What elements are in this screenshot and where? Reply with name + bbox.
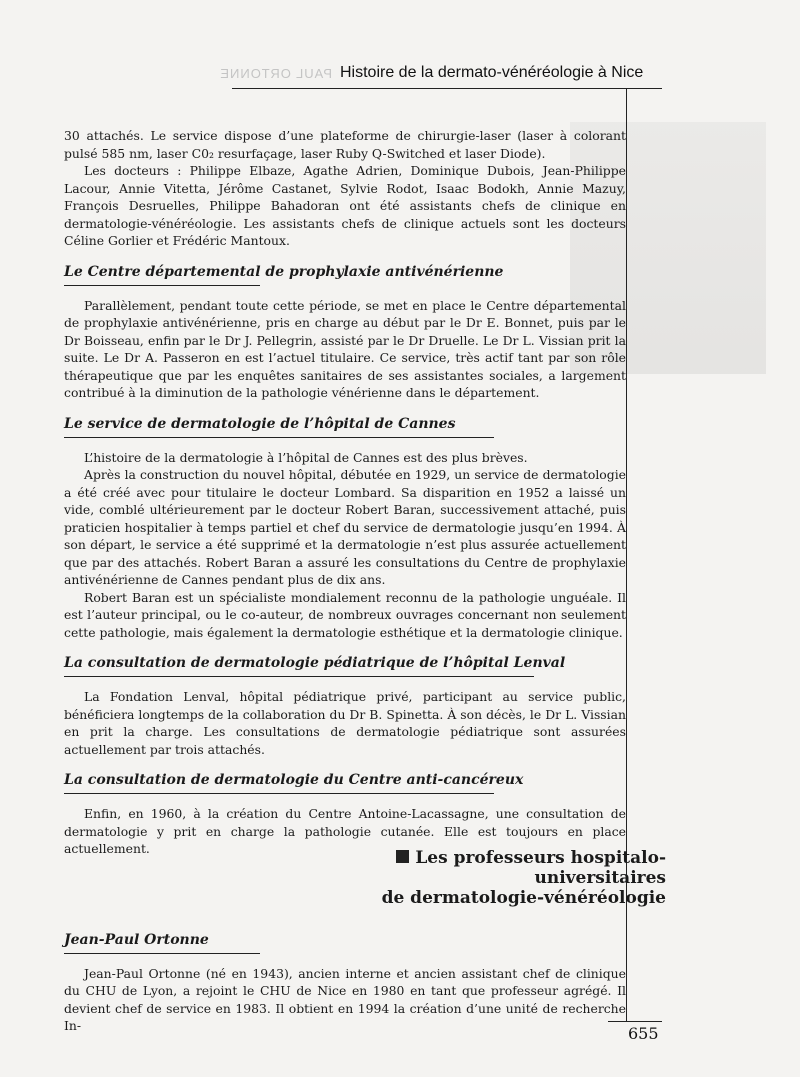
section-heading-prophylaxie: Le Centre départemental de prophylaxie antivénérienne	[64, 263, 504, 280]
square-bullet-icon	[396, 850, 409, 863]
heading-rule	[64, 285, 260, 286]
heading-rule	[64, 793, 494, 794]
bleed-through-text: PAUL ORTONNE	[219, 66, 332, 81]
section-cannes-paragraph-3: Robert Baran est un spécialiste mondialement reconnu de la pathologie unguéale. Il est l’auteur principal, ou le co-auteur, de nombreux ouvrages concernant non seulement cette pathologie, mais également la dermatologie esthétique et la dermatologie clinique.	[64, 589, 626, 640]
section-heading-ortonne: Jean-Paul Ortonne	[64, 931, 209, 948]
running-header: Histoire de la dermato-vénéréologie à Nice	[340, 64, 644, 81]
intro-paragraph-2: Les docteurs : Philippe Elbaze, Agathe Adrien, Dominique Dubois, Jean-Philippe Lacour, Annie Vitetta, Jérôme Castanet, Sylvie Rodot, Isaac Bodokh, Annie Mazuy, François Desruelles, Philippe Bahadoran ont été assistants chefs de clinique en dermatologie-vénéréologie. Les assistants chefs de clinique actuels sont les docteurs Céline Gorlier et Frédéric Mantoux.	[64, 163, 626, 248]
heading-rule	[64, 676, 534, 677]
heading-rule	[64, 953, 260, 954]
chapter-title-line-2: de dermatologie-vénéréologie	[381, 888, 666, 908]
section-anticancereux-paragraph: Enfin, en 1960, à la création du Centre Antoine-Lacassagne, une consultation de dermatologie y prit en charge la pathologie cutanée. Elle est toujours en place actuellement.	[64, 806, 626, 856]
page-number: 655	[628, 1024, 659, 1043]
heading-rule	[64, 437, 494, 438]
page-number-rule	[608, 1021, 662, 1022]
header-rule	[232, 88, 662, 89]
section-prophylaxie-paragraph: Parallèlement, pendant toute cette période, se met en place le Centre départemental de prophylaxie antivénérienne, pris en charge au début par le Dr E. Bonnet, puis par le Dr Boisseau, enfin par le Dr J. Pellegrin, assisté par le Dr Druelle. Le Dr L. Vissian prit la suite. Le Dr A. Passeron en est l’actuel titulaire. Ce service, très actif tant par son rôle thérapeutique que par les enquêtes sanitaires de ses assistantes sociales, a largement contribué à la diminution de la pathologie vénérienne dans le département.	[64, 297, 626, 400]
section-lenval-paragraph: La Fondation Lenval, hôpital pédiatrique privé, participant au service public, bénéficiera longtemps de la collaboration du Dr B. Spinetta. À son décès, le Dr L. Vissian en prit la charge. Les consultations de dermatologie pédiatrique sont assurées actuellement par trois attachés.	[64, 689, 626, 757]
section-heading-anticancereux: La consultation de dermatologie du Centre anti-cancéreux	[64, 772, 524, 788]
section-heading-cannes: Le service de dermatologie de l’hôpital de Cannes	[64, 415, 456, 432]
chapter-title-line-1: Les professeurs hospitalo-universitaires	[415, 848, 666, 888]
section-cannes-paragraph-1: L’histoire de la dermatologie à l’hôpital de Cannes est des plus brèves.	[84, 449, 528, 465]
intro-paragraph-1: 30 attachés. Le service dispose d’une plateforme de chirurgie-laser (laser à colorant pulsé 585 nm, laser C0₂ resurfaçage, laser Ruby Q-Switched et laser Diode).	[64, 128, 626, 161]
section-ortonne-paragraph: Jean-Paul Ortonne (né en 1943), ancien interne et ancien assistant chef de clinique du CHU de Lyon, a rejoint le CHU de Nice en 1980 en tant que professeur agrégé. Il devient chef de service en 1983. Il obtient en 1994 la création d’une unité de recherche In-	[64, 965, 626, 1033]
chapter-title	[270, 848, 666, 908]
section-cannes-paragraph-2: Après la construction du nouvel hôpital, débutée en 1929, un service de dermatologie a été créé avec pour titulaire le docteur Lombard. Sa disparition en 1952 a laissé un vide, comblé ultérieurement par le docteur Robert Baran, successivement attaché, puis praticien hospitalier à temps partiel et chef du service de dermatologie jusqu’en 1994. À son départ, le service a été supprimé et la dermatologie n’est plus assurée actuellement que par des attachés. Robert Baran a assuré les consultations du Centre de prophylaxie antivénérienne de Cannes pendant plus de dix ans.	[64, 467, 626, 587]
section-heading-lenval: La consultation de dermatologie pédiatrique de l’hôpital Lenval	[64, 655, 566, 671]
